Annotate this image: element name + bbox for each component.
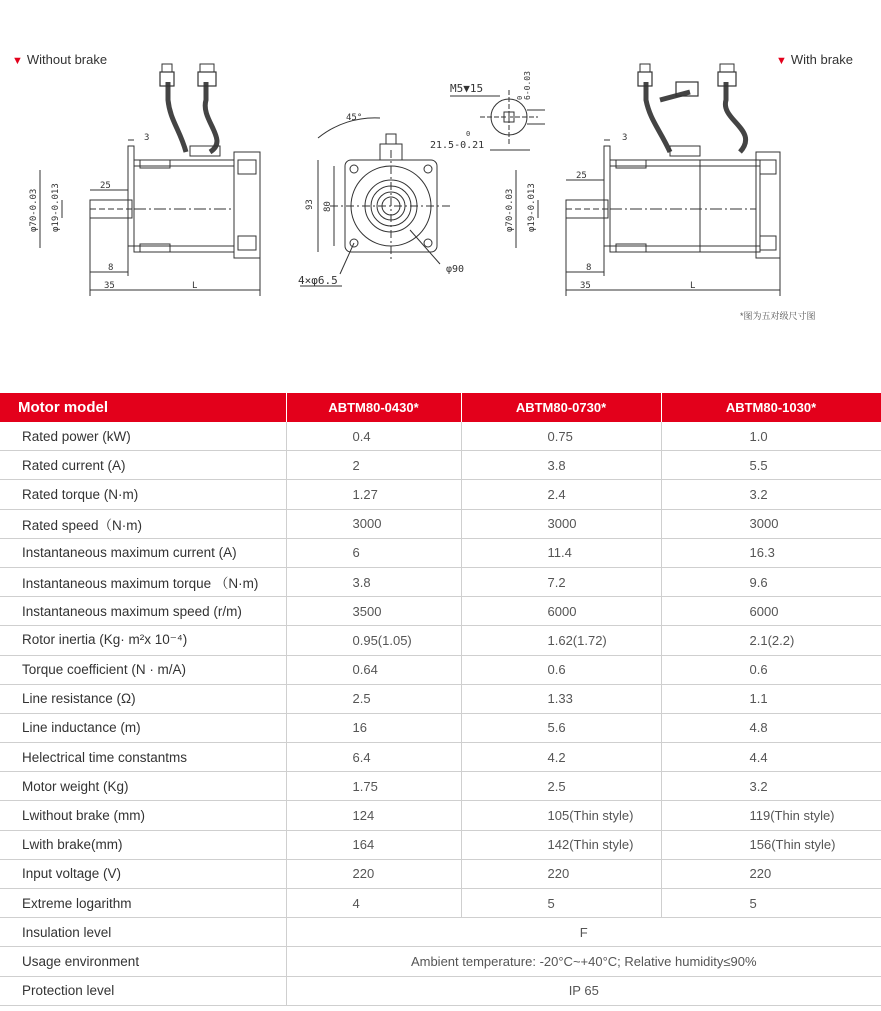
row-value: 16 (286, 713, 461, 742)
row-label: Rated current (A) (0, 451, 286, 480)
header-model-2: ABTM80-0730* (461, 393, 661, 422)
row-value: 6 (286, 538, 461, 567)
row-label: Helectrical time constantms (0, 743, 286, 772)
row-label: Instantaneous maximum torque （N·m) (0, 567, 286, 596)
table-row (0, 772, 881, 801)
table-row (0, 655, 881, 684)
row-label: Usage environment (0, 947, 286, 976)
row-value: F (286, 918, 881, 947)
row-value: 124 (286, 801, 461, 830)
table-row (0, 889, 881, 918)
row-label: Lwith brake(mm) (0, 830, 286, 859)
table-row (0, 801, 881, 830)
table-body (0, 422, 881, 1005)
caption-with-brake: ▼ With brake (776, 52, 854, 67)
row-value: 7.2 (461, 567, 661, 596)
row-label: Lwithout brake (mm) (0, 801, 286, 830)
triangle-marker-icon: ▼ (776, 55, 787, 67)
row-label: Torque coefficient (N · m/A) (0, 655, 286, 684)
row-value: 220 (286, 859, 461, 888)
row-value: 119(Thin style) (661, 801, 881, 830)
row-value: 5.6 (461, 713, 661, 742)
row-value: 2 (286, 451, 461, 480)
dim-d70: φ70-0.03 (29, 188, 39, 232)
row-label: Instantaneous maximum speed (r/m) (0, 597, 286, 626)
header-model-3: ABTM80-1030* (661, 393, 881, 422)
table-row (0, 947, 881, 976)
table-row (0, 538, 881, 567)
dim-d19-brake: φ19-0.013 (527, 183, 537, 232)
row-value: 9.6 (661, 567, 881, 596)
row-value: 156(Thin style) (661, 830, 881, 859)
row-label: Extreme logarithm (0, 889, 286, 918)
row-value: 0.6 (661, 655, 881, 684)
dim-thread: M5▼15 (450, 82, 484, 95)
table-row (0, 626, 881, 655)
table-row (0, 684, 881, 713)
dim-key-tol: 0 (516, 95, 524, 100)
table-row (0, 859, 881, 888)
dim-shaft-height: 21.5-0.21 (430, 140, 485, 151)
table-row (0, 713, 881, 742)
row-value: 4.8 (661, 713, 881, 742)
dim-35-brake: 35 (580, 281, 591, 291)
dim-d19: φ19-0.013 (51, 183, 61, 232)
dim-3: 3 (144, 133, 150, 143)
row-value: 6000 (461, 597, 661, 626)
row-value: 3000 (461, 509, 661, 538)
row-value: 3.2 (661, 772, 881, 801)
table-row (0, 567, 881, 596)
row-value: 4.2 (461, 743, 661, 772)
row-value: 1.75 (286, 772, 461, 801)
side-view-with-brake (516, 64, 780, 296)
row-value: 4 (286, 889, 461, 918)
caption-without-brake: ▼ Without brake (12, 52, 108, 67)
row-value: 3.8 (461, 451, 661, 480)
side-view-without-brake (40, 64, 260, 296)
row-value: 0.6 (461, 655, 661, 684)
drawing-note: *图为五对级尺寸图 (740, 311, 816, 321)
row-value: 220 (661, 859, 881, 888)
row-value: 1.27 (286, 480, 461, 509)
row-value: IP 65 (286, 976, 881, 1005)
dim-80: 80 (323, 201, 333, 212)
dim-8-brake: 8 (586, 263, 592, 273)
table-row (0, 976, 881, 1005)
header-motor-model: Motor model (0, 393, 286, 422)
row-value: 3000 (661, 509, 881, 538)
row-value: 2.5 (286, 684, 461, 713)
table-row (0, 480, 881, 509)
row-value: 142(Thin style) (461, 830, 661, 859)
row-value: 2.5 (461, 772, 661, 801)
header-model-1: ABTM80-0430* (286, 393, 461, 422)
row-value: 0.4 (286, 422, 461, 451)
table-row (0, 743, 881, 772)
row-value: 1.33 (461, 684, 661, 713)
row-value: 0.75 (461, 422, 661, 451)
dim-holes: 4×φ6.5 (298, 274, 338, 287)
table-row (0, 830, 881, 859)
row-value: 16.3 (661, 538, 881, 567)
row-value: 1.62(1.72) (461, 626, 661, 655)
row-value: 3.2 (661, 480, 881, 509)
row-label: Insulation level (0, 918, 286, 947)
row-value: Ambient temperature: -20°C~+40°C; Relative humidity≤90% (286, 947, 881, 976)
dim-angle: 45° (346, 113, 363, 123)
motor-spec-table (0, 393, 881, 1006)
dim-25: 25 (100, 181, 111, 191)
row-value: 4.4 (661, 743, 881, 772)
row-value: 0.95(1.05) (286, 626, 461, 655)
dim-L: L (192, 281, 198, 291)
table-row (0, 597, 881, 626)
row-label: Rated power (kW) (0, 422, 286, 451)
motor-dimension-drawing (0, 60, 881, 310)
row-value: 5.5 (661, 451, 881, 480)
row-label: Input voltage (V) (0, 859, 286, 888)
dim-93: 93 (305, 199, 315, 210)
row-value: 105(Thin style) (461, 801, 661, 830)
dim-3-brake: 3 (622, 133, 628, 143)
row-label: Line resistance (Ω) (0, 684, 286, 713)
row-value: 220 (461, 859, 661, 888)
dim-25-brake: 25 (576, 171, 587, 181)
row-value: 3.8 (286, 567, 461, 596)
dim-shaft-tol: 0 (466, 130, 471, 138)
row-value: 1.1 (661, 684, 881, 713)
row-label: Rated torque (N·m) (0, 480, 286, 509)
dim-L-brake: L (690, 281, 696, 291)
row-value: 5 (661, 889, 881, 918)
row-value: 3500 (286, 597, 461, 626)
table-header-row (0, 393, 881, 422)
table-row (0, 918, 881, 947)
row-label: Line inductance (m) (0, 713, 286, 742)
row-label: Motor weight (Kg) (0, 772, 286, 801)
row-value: 5 (461, 889, 661, 918)
row-label: Protection level (0, 976, 286, 1005)
row-value: 6.4 (286, 743, 461, 772)
row-value: 1.0 (661, 422, 881, 451)
row-value: 3000 (286, 509, 461, 538)
table-row (0, 509, 881, 538)
dim-key-width: 6-0.03 (523, 71, 532, 100)
dim-d90: φ90 (446, 264, 465, 275)
row-value: 2.1(2.2) (661, 626, 881, 655)
triangle-marker-icon: ▼ (12, 55, 23, 67)
dim-35: 35 (104, 281, 115, 291)
table-row (0, 422, 881, 451)
row-label: Rated speed（N·m) (0, 509, 286, 538)
row-value: 2.4 (461, 480, 661, 509)
table-row (0, 451, 881, 480)
row-value: 11.4 (461, 538, 661, 567)
dim-8: 8 (108, 263, 114, 273)
row-value: 6000 (661, 597, 881, 626)
row-label: Rotor inertia (Kg· m²x 10⁻⁴) (0, 626, 286, 655)
row-value: 0.64 (286, 655, 461, 684)
row-value: 164 (286, 830, 461, 859)
drawing-dimension-labels (29, 71, 695, 291)
dim-d70-brake: φ70-0.03 (505, 188, 515, 232)
row-label: Instantaneous maximum current (A) (0, 538, 286, 567)
